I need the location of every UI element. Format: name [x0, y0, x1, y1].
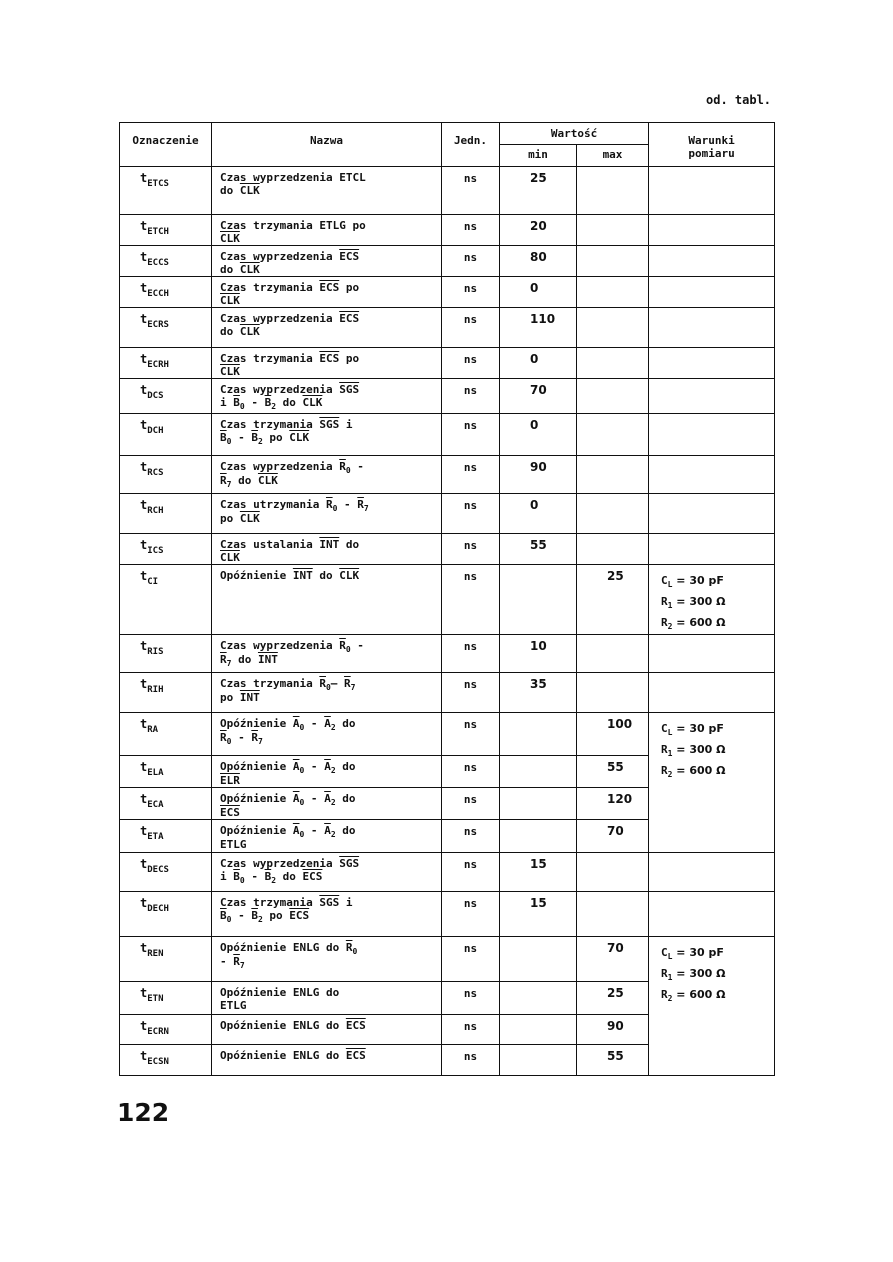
value-max — [577, 348, 649, 379]
value-min — [500, 982, 577, 1015]
value-max: 120 — [577, 788, 649, 820]
parameter-name: Opóźnienie ENLG do $\overline{R}_0 - \overline{R}_7$ — [212, 937, 442, 982]
header-conditions — [649, 123, 775, 167]
parameter-name: Opóźnienie $\overline{A}_0 - \overline{A}_2$ do $\overline{R}_0 - \overline{R}_7$ — [212, 713, 442, 756]
table-row — [120, 379, 775, 414]
parameter-unit: ns — [442, 534, 500, 565]
table-row — [120, 348, 775, 379]
value-min: 70 — [500, 379, 577, 414]
parameter-symbol: $t_{REN}$ — [120, 937, 212, 982]
table-row — [120, 215, 775, 246]
parameter-unit: ns — [442, 308, 500, 348]
table-row — [120, 635, 775, 673]
parameter-unit: ns — [442, 713, 500, 756]
measurement-conditions-empty — [649, 892, 775, 937]
parameter-unit: ns — [442, 1015, 500, 1045]
parameter-name: Czas trzymania $\overline{SGS}$ i $\overline{B}_0 - \overline{B}_2$ po $\overline{CLK}$ — [212, 414, 442, 456]
measurement-conditions-empty — [649, 246, 775, 277]
parameter-unit: ns — [442, 756, 500, 788]
measurement-conditions-empty — [649, 167, 775, 215]
parameter-unit: ns — [442, 456, 500, 494]
parameter-symbol: $t_{RCH}$ — [120, 494, 212, 534]
value-max — [577, 308, 649, 348]
value-min — [500, 1015, 577, 1045]
table-row — [120, 246, 775, 277]
condition-line: $C_L = 30$ pF — [661, 946, 724, 961]
parameter-symbol: $t_{DCS}$ — [120, 379, 212, 414]
value-max — [577, 246, 649, 277]
parameter-name: Czas wyprzedzenia $\overline{SGS}$ i $\overline{B}_0 - \overline{B}_2$ do $\overline{ECS}$ — [212, 853, 442, 892]
table-row — [120, 673, 775, 713]
condition-line: $C_L = 30$ pF — [661, 722, 724, 737]
parameter-name: Opóźnienie $\overline{A}_0 - \overline{A}_2$ do $\overline{ECS}$ — [212, 788, 442, 820]
value-max — [577, 635, 649, 673]
value-min: 0 — [500, 414, 577, 456]
table-row — [120, 277, 775, 308]
value-min — [500, 756, 577, 788]
parameter-name: Opóźnienie $\overline{INT}$ do $\overline{CLK}$ — [212, 565, 442, 635]
table-row — [120, 456, 775, 494]
table-row — [120, 892, 775, 937]
parameter-symbol: $t_{ECSN}$ — [120, 1045, 212, 1076]
value-min: 0 — [500, 494, 577, 534]
header-name: Nazwa — [212, 123, 442, 167]
header-conditions-text: Warunki pomiaru — [688, 134, 735, 160]
table-row — [120, 713, 775, 756]
value-max — [577, 277, 649, 308]
parameter-symbol: $t_{ETCS}$ — [120, 167, 212, 215]
page-number: 122 — [117, 1098, 170, 1127]
table-row — [120, 534, 775, 565]
parameter-symbol: $t_{ICS}$ — [120, 534, 212, 565]
parameter-unit: ns — [442, 246, 500, 277]
header-symbol: Oznaczenie — [120, 123, 212, 167]
value-min — [500, 937, 577, 982]
table-row — [120, 167, 775, 215]
parameter-symbol: $t_{CI}$ — [120, 565, 212, 635]
condition-line: $R_2 = 600$ Ω — [661, 988, 726, 1003]
measurement-conditions-empty — [649, 379, 775, 414]
parameter-symbol: $t_{ETA}$ — [120, 820, 212, 853]
value-min — [500, 820, 577, 853]
parameter-symbol: $t_{DCH}$ — [120, 414, 212, 456]
parameter-symbol: $t_{ELA}$ — [120, 756, 212, 788]
value-min: 10 — [500, 635, 577, 673]
parameter-name: Czas wyprzedzenia $\overline{ECS}$ do $\overline{CLK}$ — [212, 308, 442, 348]
parameter-symbol: $t_{ECRH}$ — [120, 348, 212, 379]
table-row — [120, 494, 775, 534]
parameter-symbol: $t_{RCS}$ — [120, 456, 212, 494]
parameter-symbol: $t_{ECCH}$ — [120, 277, 212, 308]
parameter-name: Opóźnienie $\overline{A}_0 - \overline{A}_2$ do $\overline{ELR}$ — [212, 756, 442, 788]
measurement-conditions-empty — [649, 456, 775, 494]
timing-parameters-table — [119, 122, 775, 1076]
value-max — [577, 215, 649, 246]
parameter-symbol: $t_{ECCS}$ — [120, 246, 212, 277]
table-row — [120, 565, 775, 635]
parameter-unit: ns — [442, 853, 500, 892]
parameter-unit: ns — [442, 982, 500, 1015]
parameter-unit: ns — [442, 348, 500, 379]
value-min: 0 — [500, 277, 577, 308]
value-max — [577, 534, 649, 565]
value-min: 80 — [500, 246, 577, 277]
continuation-note: od. tabl. — [706, 93, 772, 107]
value-max — [577, 456, 649, 494]
parameter-name: Opóźnienie ENLG do ETLG — [212, 982, 442, 1015]
parameter-symbol: $t_{RA}$ — [120, 713, 212, 756]
parameter-name: Czas trzymania $\overline{R}_0—$ $\overline{R}_7$ po $\overline{INT}$ — [212, 673, 442, 713]
table-row — [120, 308, 775, 348]
measurement-conditions — [649, 713, 775, 853]
parameter-symbol: $t_{RIS}$ — [120, 635, 212, 673]
value-min: 15 — [500, 853, 577, 892]
parameter-symbol: $t_{ECRS}$ — [120, 308, 212, 348]
parameter-unit: ns — [442, 820, 500, 853]
measurement-conditions — [649, 937, 775, 1076]
value-max: 70 — [577, 937, 649, 982]
parameter-unit: ns — [442, 673, 500, 713]
value-min — [500, 788, 577, 820]
value-max: 25 — [577, 982, 649, 1015]
value-max — [577, 379, 649, 414]
parameter-unit: ns — [442, 414, 500, 456]
measurement-conditions-empty — [649, 494, 775, 534]
condition-line: $R_1 = 300$ Ω — [661, 967, 726, 982]
parameter-unit: ns — [442, 215, 500, 246]
parameter-name: Czas trzymania ETLG po $\overline{CLK}$ — [212, 215, 442, 246]
parameter-name: Czas trzymania $\overline{SGS}$ i $\overline{B}_0 - \overline{B}_2$ po $\overline{ECS}$ — [212, 892, 442, 937]
parameter-symbol: $t_{RIH}$ — [120, 673, 212, 713]
value-max: 70 — [577, 820, 649, 853]
parameter-unit: ns — [442, 635, 500, 673]
header-max: max — [577, 145, 649, 167]
header-min: min — [500, 145, 577, 167]
value-min — [500, 565, 577, 635]
measurement-conditions — [649, 565, 775, 635]
parameter-name: Opóźnienie $\overline{A}_0 - \overline{A}_2$ do ETLG — [212, 820, 442, 853]
parameter-unit: ns — [442, 167, 500, 215]
value-min: 20 — [500, 215, 577, 246]
parameter-symbol: $t_{ECRN}$ — [120, 1015, 212, 1045]
parameter-name: Czas trzymania $\overline{ECS}$ po $\overline{CLK}$ — [212, 277, 442, 308]
value-max: 55 — [577, 1045, 649, 1076]
measurement-conditions-empty — [649, 308, 775, 348]
measurement-conditions-empty — [649, 534, 775, 565]
table-row — [120, 414, 775, 456]
parameter-name: Opóźnienie ENLG do $\overline{ECS}$ — [212, 1015, 442, 1045]
value-max — [577, 414, 649, 456]
table-row — [120, 853, 775, 892]
parameter-symbol: $t_{DECS}$ — [120, 853, 212, 892]
value-max: 55 — [577, 756, 649, 788]
parameter-name: Czas wyprzedzenia $\overline{R}_0 - \overline{R}_7$ do $\overline{CLK}$ — [212, 456, 442, 494]
parameter-name: Czas wyprzedzenia $\overline{SGS}$ i $\overline{B}_0 - \overline{B}_2$ do $\overline{CLK}$ — [212, 379, 442, 414]
parameter-symbol: $t_{DECH}$ — [120, 892, 212, 937]
value-min: 0 — [500, 348, 577, 379]
parameter-name: Czas ustalania $\overline{INT}$ do $\overline{CLK}$ — [212, 534, 442, 565]
parameter-symbol: $t_{ETCH}$ — [120, 215, 212, 246]
parameter-name: Czas wyprzedzenia $\overline{R}_0 - \overline{R}_7$ do $\overline{INT}$ — [212, 635, 442, 673]
parameter-unit: ns — [442, 788, 500, 820]
value-min: 35 — [500, 673, 577, 713]
value-max: 100 — [577, 713, 649, 756]
value-max — [577, 167, 649, 215]
measurement-conditions-empty — [649, 277, 775, 308]
value-min: 55 — [500, 534, 577, 565]
value-max — [577, 673, 649, 713]
condition-line: $R_1 = 300$ Ω — [661, 595, 726, 610]
measurement-conditions-empty — [649, 215, 775, 246]
condition-line: $R_1 = 300$ Ω — [661, 743, 726, 758]
measurement-conditions-empty — [649, 853, 775, 892]
table-body — [120, 167, 775, 1076]
condition-line: $R_2 = 600$ Ω — [661, 616, 726, 631]
parameter-symbol: $t_{ETN}$ — [120, 982, 212, 1015]
value-max: 25 — [577, 565, 649, 635]
parameter-name: Czas trzymania $\overline{ECS}$ po $\overline{CLK}$ — [212, 348, 442, 379]
parameter-unit: ns — [442, 1045, 500, 1076]
header-unit: Jedn. — [442, 123, 500, 167]
parameter-unit: ns — [442, 494, 500, 534]
value-max — [577, 494, 649, 534]
value-min — [500, 1045, 577, 1076]
value-max: 90 — [577, 1015, 649, 1045]
parameter-symbol: $t_{ECA}$ — [120, 788, 212, 820]
condition-line: $C_L = 30$ pF — [661, 574, 724, 589]
measurement-conditions-empty — [649, 635, 775, 673]
value-max — [577, 892, 649, 937]
parameter-unit: ns — [442, 937, 500, 982]
value-min: 15 — [500, 892, 577, 937]
measurement-conditions-empty — [649, 673, 775, 713]
condition-line: $R_2 = 600$ Ω — [661, 764, 726, 779]
parameter-name: Czas wyprzedzenia ETCL do $\overline{CLK}$ — [212, 167, 442, 215]
parameter-name: Czas utrzymania $\overline{R}_0 - \overline{R}_7$ po $\overline{CLK}$ — [212, 494, 442, 534]
parameter-unit: ns — [442, 565, 500, 635]
value-min: 90 — [500, 456, 577, 494]
measurement-conditions-empty — [649, 414, 775, 456]
value-min: 110 — [500, 308, 577, 348]
measurement-conditions-empty — [649, 348, 775, 379]
header-value: Wartość — [500, 123, 649, 145]
table-row — [120, 937, 775, 982]
parameter-unit: ns — [442, 892, 500, 937]
parameter-unit: ns — [442, 379, 500, 414]
parameter-unit: ns — [442, 277, 500, 308]
value-min — [500, 713, 577, 756]
parameter-name: Czas wyprzedzenia $\overline{ECS}$ do $\overline{CLK}$ — [212, 246, 442, 277]
value-min: 25 — [500, 167, 577, 215]
value-max — [577, 853, 649, 892]
parameter-name: Opóźnienie ENLG do $\overline{ECS}$ — [212, 1045, 442, 1076]
